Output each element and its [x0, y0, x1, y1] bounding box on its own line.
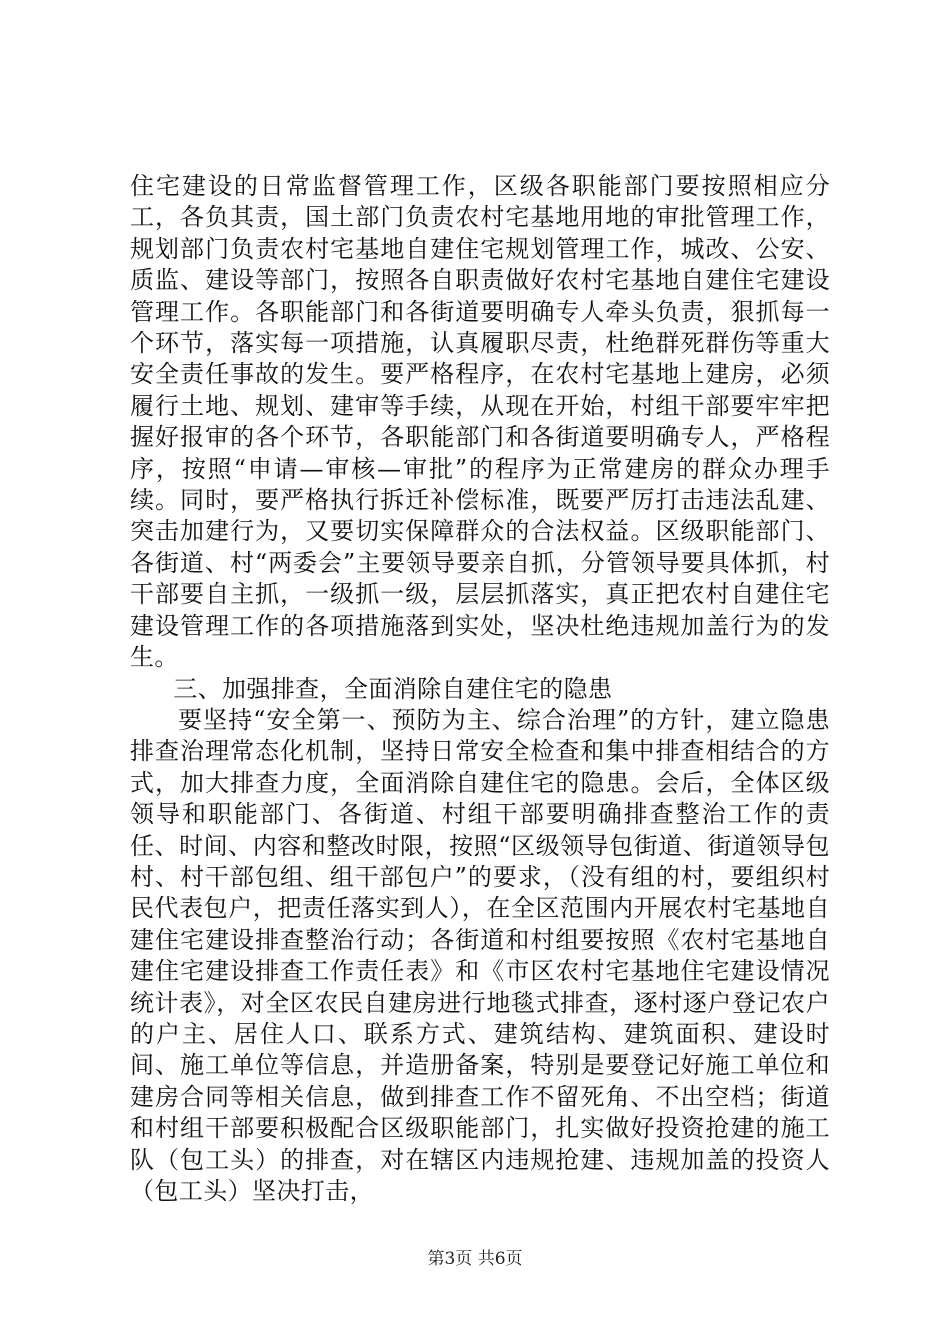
page-footer: 第3页 共6页: [427, 1249, 523, 1269]
body-paragraph: 要坚持“安全第一、预防为主、综合治理”的方针，建立隐患排查治理常态化机制，坚持日常安全检查和集中排查相结合的方式，加大排查力度，全面消除自建住宅的隐患。会后，全体区级领导和职能部门、各街道、村组干部要明确排查整治工作的责任、时间、内容和整改时限，按照“区级领导包街道、街道领导包村、村干部包组、组干部包户”的要求，（没有组的村，要组织村民代表包户，把责任落实到人），在全区范围内开展农村宅基地自建住宅建设排查整治行动；各街道和村组要按照《农村宅基地自建住宅建设排查工作责任表》和《市区农村宅基地住宅建设情况统计表》，对全区农民自建房进行地毯式排查，逐村逐户登记农户的户主、居住人口、联系方式、建筑结构、建筑面积、建设时间、施工单位等信息，并造册备案，特别是要登记好施工单位和建房合同等相关信息，做到排查工作不留死角、不出空档；街道和村组干部要积极配合区级职能部门，扎实做好投资抢建的施工队（包工头）的排查，对在辖区内违规抢建、违规加盖的投资人（包工头）坚决打击，: [130, 705, 830, 1205]
body-paragraph: 住宅建设的日常监督管理工作，区级各职能部门要按照相应分工，各负其责，国土部门负责农村宅基地用地的审批管理工作，规划部门负责农村宅基地自建住宅规划管理工作，城改、公安、质监、建设等部门，按照各自职责做好农村宅基地自建住宅建设管理工作。各职能部门和各街道要明确专人牵头负责，狠抓每一个环节，落实每一项措施，认真履职尽责，杜绝群死群伤等重大安全责任事故的发生。要严格程序，在农村宅基地上建房，必须履行土地、规划、建审等手续，从现在开始，村组干部要牢牢把握好报审的各个环节，各职能部门和各街道要明确专人，严格程序，按照“申请—审核—审批”的程序为正常建房的群众办理手续。同时，要严格执行拆迁补偿标准，既要严厉打击违法乱建、突击加建行为，又要切实保障群众的合法权益。区级职能部门、各街道、村“两委会”主要领导要亲自抓，分管领导要具体抓，村干部要自主抓，一级抓一级，层层抓落实，真正把农村自建住宅建设管理工作的各项措施落到实处，坚决杜绝违规加盖行为的发生。: [130, 172, 830, 672]
document-body: [130, 171, 830, 1207]
section-heading: 三、加强排查，全面消除自建住宅的隐患: [173, 674, 613, 703]
